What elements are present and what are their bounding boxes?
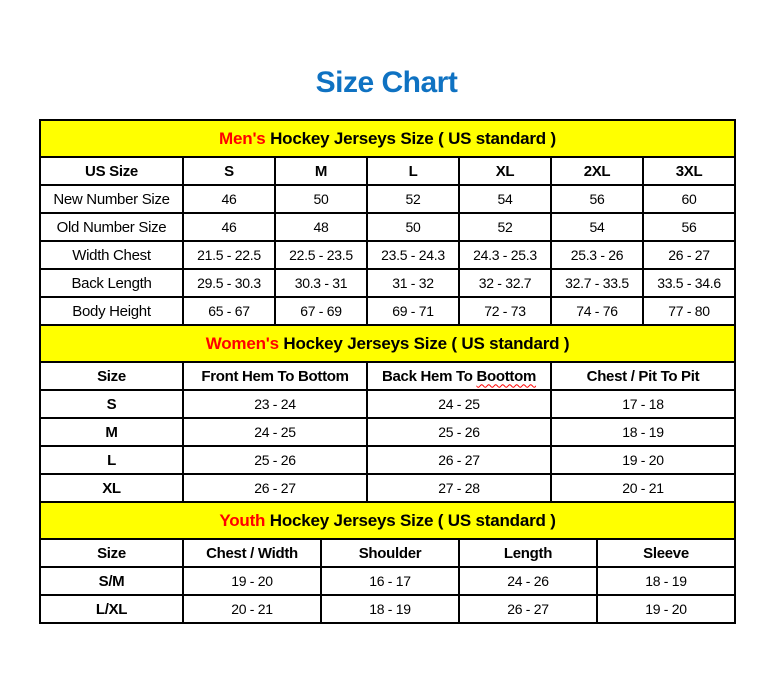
table-cell: 56: [551, 185, 643, 213]
table-cell: 48: [275, 213, 367, 241]
table-row: [40, 297, 735, 325]
womens-banner-text: Hockey Jerseys Size ( US standard ): [278, 333, 570, 353]
table-cell: 25 - 26: [367, 418, 551, 446]
table-row: [40, 213, 735, 241]
table-cell: 24 - 26: [459, 567, 597, 595]
row-label: L/XL: [40, 595, 183, 623]
column-header: Front Hem To Bottom: [183, 362, 367, 390]
row-label: XL: [40, 474, 183, 502]
youth-banner-text: Hockey Jerseys Size ( US standard ): [265, 510, 556, 530]
table-cell: 60: [643, 185, 735, 213]
misspelled-word: Boottom: [476, 367, 537, 385]
table-cell: 24 - 25: [183, 418, 367, 446]
table-cell: 26 - 27: [643, 241, 735, 269]
column-header: Chest / Pit To Pit: [551, 362, 735, 390]
row-label: Body Height: [40, 297, 183, 325]
table-cell: 56: [643, 213, 735, 241]
table-cell: 18 - 19: [321, 595, 459, 623]
column-header: Length: [459, 539, 597, 567]
row-label: Width Chest: [40, 241, 183, 269]
table-cell: 25.3 - 26: [551, 241, 643, 269]
table-cell: 16 - 17: [321, 567, 459, 595]
column-header: [367, 362, 551, 390]
mens-banner-row: [40, 120, 735, 157]
table-cell: 46: [183, 213, 275, 241]
table-cell: 77 - 80: [643, 297, 735, 325]
table-cell: 19 - 20: [183, 567, 321, 595]
column-header: Size: [40, 539, 183, 567]
table-cell: 69 - 71: [367, 297, 459, 325]
mens-banner-text: Hockey Jerseys Size ( US standard ): [265, 128, 556, 148]
table-cell: 52: [459, 213, 551, 241]
table-cell: 21.5 - 22.5: [183, 241, 275, 269]
table-cell: 32 - 32.7: [459, 269, 551, 297]
back-hem-prefix: Back Hem To: [381, 367, 477, 385]
youth-size-table: [39, 501, 736, 624]
youth-banner: [40, 502, 735, 539]
table-cell: 26 - 27: [459, 595, 597, 623]
table-row: [40, 390, 735, 418]
womens-banner-highlight: Women's: [205, 333, 279, 353]
mens-header-row: [40, 157, 735, 185]
table-cell: 23.5 - 24.3: [367, 241, 459, 269]
column-header: Size: [40, 362, 183, 390]
table-row: [40, 474, 735, 502]
column-header: Shoulder: [321, 539, 459, 567]
womens-banner-row: [40, 325, 735, 362]
column-header: Sleeve: [597, 539, 735, 567]
column-header: Chest / Width: [183, 539, 321, 567]
row-label: New Number Size: [40, 185, 183, 213]
row-label: M: [40, 418, 183, 446]
womens-size-table: [39, 324, 736, 503]
table-cell: 32.7 - 33.5: [551, 269, 643, 297]
table-row: [40, 567, 735, 595]
column-header: 2XL: [551, 157, 643, 185]
table-cell: 22.5 - 23.5: [275, 241, 367, 269]
table-row: [40, 595, 735, 623]
table-cell: 74 - 76: [551, 297, 643, 325]
table-cell: 17 - 18: [551, 390, 735, 418]
table-cell: 24.3 - 25.3: [459, 241, 551, 269]
table-cell: 24 - 25: [367, 390, 551, 418]
table-cell: 20 - 21: [551, 474, 735, 502]
table-cell: 19 - 20: [597, 595, 735, 623]
table-cell: 20 - 21: [183, 595, 321, 623]
column-header: M: [275, 157, 367, 185]
womens-banner: [40, 325, 735, 362]
column-header: S: [183, 157, 275, 185]
table-cell: 31 - 32: [367, 269, 459, 297]
table-cell: 26 - 27: [183, 474, 367, 502]
row-label: S/M: [40, 567, 183, 595]
table-row: [40, 241, 735, 269]
table-cell: 67 - 69: [275, 297, 367, 325]
table-cell: 23 - 24: [183, 390, 367, 418]
womens-header-row: [40, 362, 735, 390]
column-header: L: [367, 157, 459, 185]
table-cell: 18 - 19: [551, 418, 735, 446]
row-label: L: [40, 446, 183, 474]
table-cell: 27 - 28: [367, 474, 551, 502]
table-cell: 50: [367, 213, 459, 241]
table-cell: 46: [183, 185, 275, 213]
page-title: Size Chart: [315, 66, 458, 99]
mens-size-table: [39, 119, 736, 326]
mens-banner-highlight: Men's: [219, 128, 266, 148]
row-label: Back Length: [40, 269, 183, 297]
row-label: Old Number Size: [40, 213, 183, 241]
table-row: [40, 446, 735, 474]
column-header: XL: [459, 157, 551, 185]
table-cell: 29.5 - 30.3: [183, 269, 275, 297]
column-header: US Size: [40, 157, 183, 185]
row-label: S: [40, 390, 183, 418]
table-row: [40, 418, 735, 446]
youth-header-row: [40, 539, 735, 567]
mens-banner: [40, 120, 735, 157]
table-cell: 50: [275, 185, 367, 213]
table-cell: 26 - 27: [367, 446, 551, 474]
table-cell: 18 - 19: [597, 567, 735, 595]
table-cell: 25 - 26: [183, 446, 367, 474]
table-cell: 72 - 73: [459, 297, 551, 325]
table-cell: 65 - 67: [183, 297, 275, 325]
table-cell: 19 - 20: [551, 446, 735, 474]
table-cell: 54: [459, 185, 551, 213]
table-row: [40, 269, 735, 297]
size-chart-container: [39, 119, 734, 624]
table-cell: 54: [551, 213, 643, 241]
youth-banner-highlight: Youth: [219, 510, 266, 530]
table-cell: 30.3 - 31: [275, 269, 367, 297]
table-cell: 33.5 - 34.6: [643, 269, 735, 297]
column-header: 3XL: [643, 157, 735, 185]
table-row: [40, 185, 735, 213]
table-cell: 52: [367, 185, 459, 213]
youth-banner-row: [40, 502, 735, 539]
